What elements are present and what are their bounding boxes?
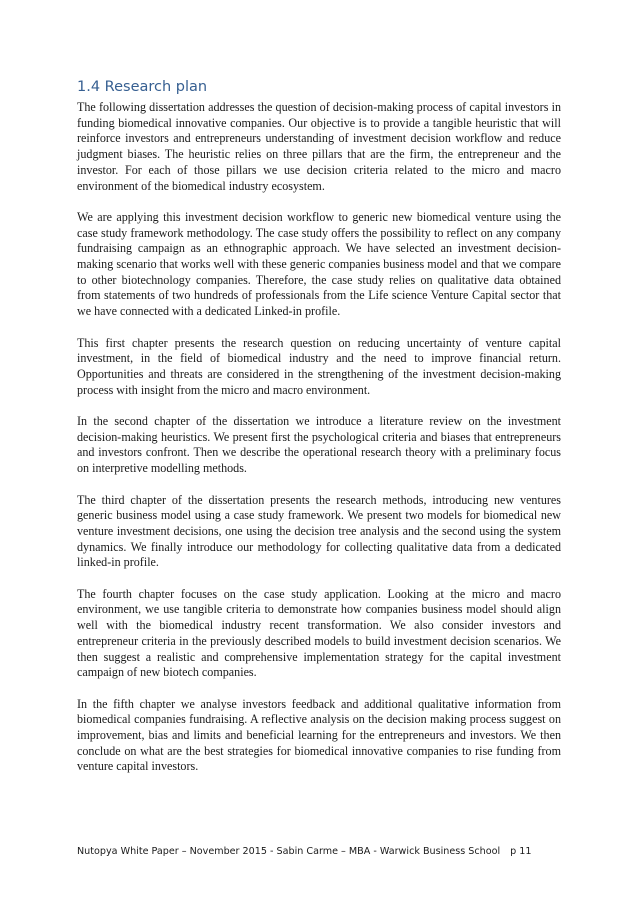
section-heading: 1.4 Research plan bbox=[77, 79, 208, 95]
paragraph-chapter-one: This first chapter presents the research question on reducing uncertainty of venture capital investment, in the field of biomedical industry and the need to improve financial return. Opportunities and threats are considered in the strengthening of the investment decision-making process with insight from the micro and macro environment. bbox=[77, 335, 561, 397]
paragraph-chapter-three: The third chapter of the dissertation presents the research methods, introducing new ventures generic business model using a case study framework. We present two models for biomedical new venture investment decisions, one using the decision tree analysis and the second using the system dynamics. We finally introduce our methodology for collecting qualitative data from a dedicated linked-in profile. bbox=[77, 492, 561, 570]
paragraph-chapter-two: In the second chapter of the dissertation we introduce a literature review on the investment decision-making heuristics. We present first the psychological criteria and biases that entrepreneurs and investors confront. Then we describe the operational research theory with a preliminary focus on interpretive modelling methods. bbox=[77, 414, 561, 476]
paragraph-intro: The following dissertation addresses the question of decision-making process of capital investors in funding biomedical innovative companies. Our objective is to provide a tangible heuristic that will reinforce investors and entrepreneurs understanding of investment decision workflow and reduce judgment biases. The heuristic relies on three pillars that are the firm, the entrepreneur and the investor. For each of those pillars we use decision criteria related to the micro and macro environment of the biomedical industry ecosystem. bbox=[77, 100, 561, 193]
paragraph-chapter-five: In the fifth chapter we analyse investors feedback and additional qualitative information from biomedical companies fundraising. A reflective analysis on the decision making process suggest on improvement, bias and limits and beneficial learning for the entrepreneurs and investors. We then conclude on what are the best strategies for biomedical innovative companies to rise funding from venture capital investors. bbox=[77, 696, 561, 774]
page-number: p 11 bbox=[510, 846, 532, 857]
paragraph-methodology: We are applying this investment decision workflow to generic new biomedical venture using the case study framework methodology. The case study offers the possibility to reflect on any company fundraising campaign as an ethnographic approach. We have selected an investment decision-making scenario that works well with these generic companies business model and that we compare to other biotechnology companies. Therefore, the case study relies on qualitative data obtained from statements of two hundreds of professionals from the Life science Venture Capital sector that we have connected with a dedicated Linked-in profile. bbox=[77, 209, 561, 319]
footer-text: Nutopya White Paper – November 2015 - Sabin Carme – MBA - Warwick Business School bbox=[77, 846, 501, 857]
paragraph-chapter-four: The fourth chapter focuses on the case study application. Looking at the micro and macro environment, we use tangible criteria to demonstrate how companies business model should align well with the biomedical industry recent transformation. We also consider investors and entrepreneur criteria in the previously described models to build investment decision scenarios. We then suggest a realistic and comprehensive implementation strategy for the capital investment campaign of new biotech companies. bbox=[77, 586, 561, 680]
body-text bbox=[77, 100, 561, 791]
page-footer bbox=[77, 846, 561, 857]
